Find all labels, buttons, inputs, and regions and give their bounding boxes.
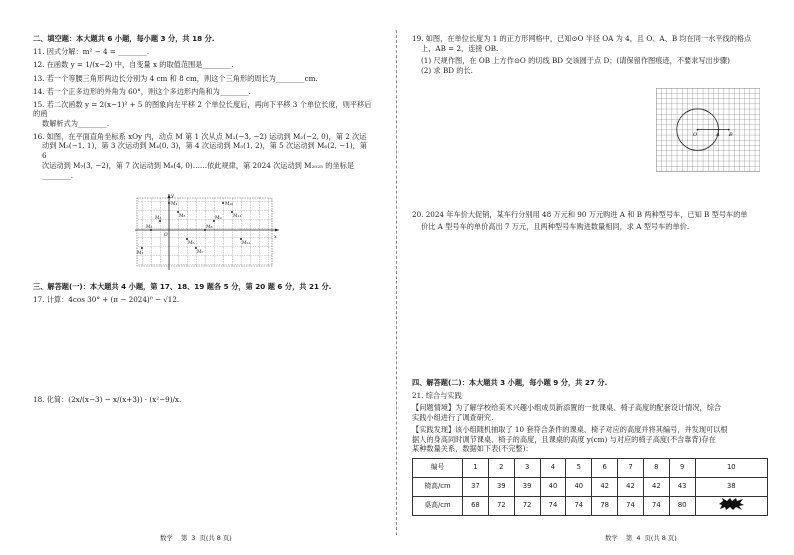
- question-17: 17. 计算：4cos 30° + (π − 2024)⁰ − √12.: [33, 294, 180, 304]
- q16-point-m6: [186, 238, 188, 240]
- q16-point-m3-label: M₃: [155, 216, 162, 221]
- table-row: [413, 497, 768, 516]
- question-14: 14. 若一个正多边形的外角为 60°，则这个多边形内角和为________.: [33, 86, 251, 96]
- q16-point-m12: [240, 238, 242, 240]
- q16-coordinate-figure: [133, 192, 283, 272]
- table-cell-chair: 39: [514, 478, 540, 497]
- right-column-q21: [412, 378, 774, 516]
- table-cell-desk: 74: [566, 497, 592, 516]
- question-21-practice-line2: 据人的身高同时调节课桌、椅子的高度，且课桌的高度 y(cm) 与对应的椅子高度(不含靠背)存在: [412, 434, 716, 444]
- question-15-line2: 数解析式为________.: [42, 119, 109, 129]
- right-column: [412, 34, 774, 79]
- q16-x-label: x: [274, 234, 277, 240]
- table-cell-desk: 72: [488, 497, 514, 516]
- q19-grid-svg: [656, 88, 760, 172]
- question-21-practice-line1: 【实践发现】该小组随机抽取了 10 套符合条件的课桌、椅子对应的高度并将其编号，并发现可以根: [412, 424, 728, 434]
- q16-point-m2-label: M₂: [146, 225, 153, 230]
- table-cell-number: 9: [669, 459, 695, 478]
- table-header-desk: 桌高/cm: [413, 497, 463, 516]
- q19-circle-figure: [656, 88, 760, 172]
- table-cell-desk: 78: [592, 497, 618, 516]
- ink-blot-icon: [718, 498, 744, 510]
- q19-point-a: [718, 129, 720, 131]
- question-15-line1: 15. 若二次函数 y = 2(x−1)² + 5 的图象向左平移 2 个单位长度后，再向下平移 3 个单位长度，则平移后的函: [33, 99, 372, 119]
- question-19: [412, 34, 774, 76]
- section-4-title: 四、解答题(二)：本大题共 3 小题，每小题 9 分，共 27 分.: [412, 378, 608, 387]
- table-cell-desk: 74: [643, 497, 669, 516]
- question-12: 12. 在函数 y = 1/(x−2) 中，自变量 x 的取值范围是________.: [33, 60, 234, 70]
- table-cell-number: 7: [618, 459, 644, 478]
- q16-point-m10-label: M₁₀: [225, 202, 234, 207]
- table-cell-number: 8: [643, 459, 669, 478]
- table-row: [413, 478, 768, 497]
- table-cell-obscured: [695, 497, 767, 516]
- left-column: [33, 34, 373, 183]
- question-21-situation-line2: 实践小组进行了调查研究.: [412, 413, 494, 423]
- table-cell-desk: 74: [618, 497, 644, 516]
- table-cell-desk: 80: [669, 497, 695, 516]
- table-cell-chair: 39: [488, 478, 514, 497]
- question-19-line3: (1) 尺规作图，在 OB 上方作⊙O 的切线 BD 交该圆于点 D；(请保留作图痕迹，不要求写出步骤): [421, 56, 730, 66]
- q16-point-m7: [195, 247, 197, 249]
- table-cell-chair: 38: [695, 478, 767, 497]
- question-16: [33, 132, 373, 181]
- question-16-line1: 16. 如图，在平面直角坐标系 xOy 内，动点 M 第 1 次从点 M₁(−3, −2) 运动到 M₂(−2, 0)，第 2 次运: [33, 131, 367, 141]
- table-cell-chair: 42: [592, 478, 618, 497]
- table-cell-number: 1: [463, 459, 489, 478]
- question-21-situation-line1: 【问题情境】为了解学校给美术兴趣小组成员新添置的一批课桌、椅子高度的配套设计情况，综合: [412, 403, 722, 413]
- table-cell-number: 10: [695, 459, 767, 478]
- section-2-title: 二、填空题：本大题共 6 小题，每小题 3 分，共 18 分.: [33, 34, 215, 43]
- q16-point-m7-label: M₇: [197, 250, 204, 255]
- q16-point-m8-label: M₈: [206, 225, 213, 230]
- q21-data-table: [412, 458, 768, 516]
- table-cell-number: 6: [592, 459, 618, 478]
- section-3-title: 三、解答题(一)：本大题共 4 小题，第 17、18、19 题各 5 分，第 20 题 6 分，共 21 分.: [33, 282, 332, 291]
- q19-label-b: B: [729, 132, 733, 138]
- left-column-lower: [33, 282, 373, 307]
- table-cell-number: 5: [566, 459, 592, 478]
- question-13: 13. 若一个等腰三角形两边长分别为 4 cm 和 8 cm，则这个三角形的周长为________cm.: [33, 74, 318, 84]
- question-21-practice-line3: 某种数量关系，数据如下表(不完整)：: [412, 444, 533, 454]
- question-20-line2: 价比 A 型号车的单价高出 7 万元，且两种型号车购进数量相同，求 A 型号车的单价.: [421, 221, 690, 231]
- table-cell-desk: 68: [463, 497, 489, 516]
- question-21-practice: [412, 425, 774, 454]
- question-16-line2: 动到 M₃(−1, 1)，第 3 次运动到 M₄(0, 3)，第 4 次运动到 M₅(1, 2)，第 5 次运动到 M₆(2, −1)，第 6: [42, 141, 367, 161]
- table-row: [413, 459, 768, 478]
- table-cell-chair: 40: [566, 478, 592, 497]
- q16-point-m4-label: M₄: [171, 202, 178, 207]
- q16-point-m1-label: M₁: [137, 251, 144, 256]
- question-11: 11. 因式分解：m² − 4 = ________.: [33, 46, 150, 56]
- table-header-number: 编号: [413, 459, 463, 478]
- question-19-line4: (2) 求 BD 的长.: [421, 66, 473, 76]
- question-16-line4: ________.: [42, 170, 74, 180]
- table-cell-chair: 37: [463, 478, 489, 497]
- table-cell-chair: 40: [540, 478, 566, 497]
- q16-point-m12-label: M₁₂: [242, 241, 251, 246]
- table-cell-number: 2: [488, 459, 514, 478]
- table-cell-number: 3: [514, 459, 540, 478]
- question-18: 18. 化简：(2x/(x−3) − x/(x+3)) · (x²−9)/x.: [33, 395, 182, 404]
- table-cell-chair: 42: [618, 478, 644, 497]
- q19-label-o: O: [693, 132, 698, 138]
- question-15: [33, 100, 373, 129]
- left-column-q18: [33, 395, 373, 408]
- page-3-footer: 数学 第 3 页(共 8 页): [160, 534, 232, 543]
- q16-point-m6-label: M₆: [188, 241, 195, 246]
- q16-y-label: y: [171, 193, 174, 199]
- question-16-line3: 次运动到 M₇(3, −2)，第 7 次运动到 M₈(4, 0)……依此规律，第 2024 次运动到 M₂₀₂₅ 的坐标是: [42, 160, 355, 170]
- table-cell-desk: 74: [540, 497, 566, 516]
- page-4: [397, 0, 794, 555]
- q19-point-b: [728, 129, 730, 131]
- table-header-chair: 椅高/cm: [413, 478, 463, 497]
- table-cell-desk: 72: [514, 497, 540, 516]
- q16-origin-label: O: [164, 233, 168, 238]
- question-21-title: 21. 综合与实践: [412, 390, 462, 400]
- question-19-line1: 19. 如图，在单位长度为 1 的正方形网格中，已知⊙O 半径 OA 为 4，且 O、A、B 均在同一水平线的格点: [412, 34, 752, 43]
- q16-point-m5: [177, 211, 179, 213]
- table-cell-chair: 42: [643, 478, 669, 497]
- q19-point-o: [697, 129, 699, 131]
- q16-point-m11: [231, 211, 233, 213]
- q19-label-a: A: [716, 132, 720, 138]
- q16-grid-svg: [133, 192, 283, 272]
- question-20-line1: 20. 2024 年车价大促销，某车行分别用 48 万元和 90 万元购进 A 和 B 两种型号车，已知 B 型号车的单: [412, 210, 748, 219]
- question-19-line2: 上，AB = 2，连接 OB.: [421, 43, 499, 53]
- table-cell-chair: 43: [669, 478, 695, 497]
- table-cell-number: 4: [540, 459, 566, 478]
- page-4-footer: 数学 第 4 页(共 8 页): [605, 534, 677, 543]
- q16-point-m10: [222, 202, 224, 204]
- question-21-situation: [412, 403, 774, 422]
- q16-point-m1: [141, 247, 143, 249]
- q16-grid: [137, 198, 272, 266]
- q16-point-m9-label: M₉: [215, 216, 222, 221]
- q16-point-m5-label: M₅: [179, 214, 186, 219]
- question-20: [412, 210, 774, 231]
- q16-point-m11-label: M₁₁: [233, 214, 242, 219]
- q16-point-m4: [168, 202, 170, 204]
- right-column-q20: [412, 210, 774, 234]
